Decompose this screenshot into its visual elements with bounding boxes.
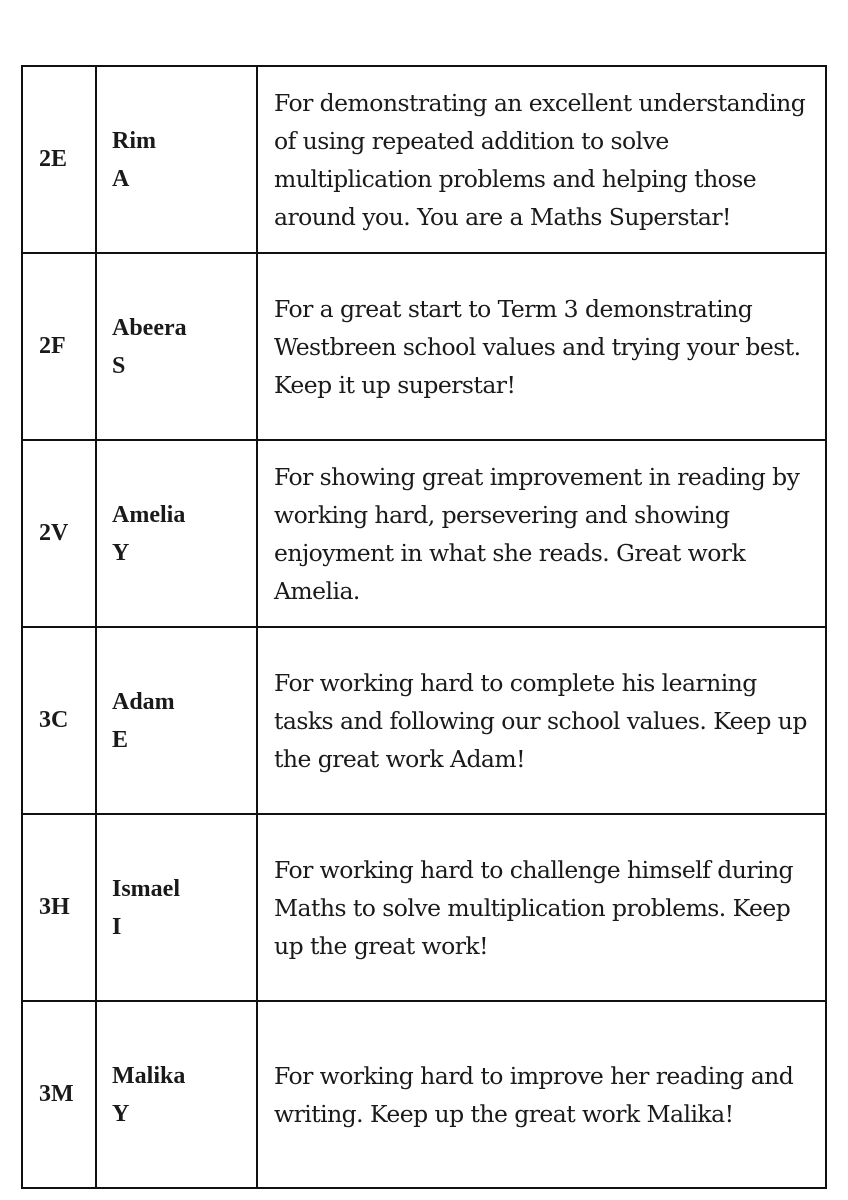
award-description: For demonstrating an excellent understanding of using repeated addition to solve multiplication problems and helping those around you. You are a Maths Superstar! xyxy=(257,66,826,253)
class-cell: 3C xyxy=(22,627,96,814)
student-first-name: Ismael xyxy=(112,875,180,902)
student-name-cell xyxy=(96,253,257,440)
student-name-cell xyxy=(96,1001,257,1188)
award-description: For a great start to Term 3 demonstrating Westbreen school values and trying your best. Keep it up superstar! xyxy=(257,253,826,440)
award-description: For working hard to challenge himself during Maths to solve multiplication problems. Keep up the great work! xyxy=(257,814,826,1001)
student-name-cell xyxy=(96,814,257,1001)
class-cell: 2E xyxy=(22,66,96,253)
table-row xyxy=(22,627,826,814)
student-initial: Y xyxy=(112,1100,130,1127)
student-name-cell xyxy=(96,66,257,253)
class-cell: 2V xyxy=(22,440,96,627)
table-row xyxy=(22,814,826,1001)
student-name-cell xyxy=(96,627,257,814)
student-first-name: Adam xyxy=(112,688,175,715)
award-description: For showing great improvement in reading by working hard, persevering and showing enjoyment in what she reads. Great work Amelia. xyxy=(257,440,826,627)
award-description: For working hard to improve her reading and writing. Keep up the great work Malika! xyxy=(257,1001,826,1188)
student-first-name: Rim xyxy=(112,127,156,154)
table-row xyxy=(22,1001,826,1188)
table-row xyxy=(22,253,826,440)
table-row xyxy=(22,66,826,253)
class-cell: 3M xyxy=(22,1001,96,1188)
table-row xyxy=(22,440,826,627)
student-initial: I xyxy=(112,913,122,940)
student-initial: S xyxy=(112,352,126,379)
student-name-cell xyxy=(96,440,257,627)
student-first-name: Abeera xyxy=(112,314,187,341)
class-cell: 2F xyxy=(22,253,96,440)
student-first-name: Amelia xyxy=(112,501,186,528)
student-initial: A xyxy=(112,165,130,192)
awards-table xyxy=(21,65,827,1189)
student-first-name: Malika xyxy=(112,1062,186,1089)
student-initial: Y xyxy=(112,539,130,566)
class-cell: 3H xyxy=(22,814,96,1001)
award-description: For working hard to complete his learning tasks and following our school values. Keep up the great work Adam! xyxy=(257,627,826,814)
student-initial: E xyxy=(112,726,129,753)
